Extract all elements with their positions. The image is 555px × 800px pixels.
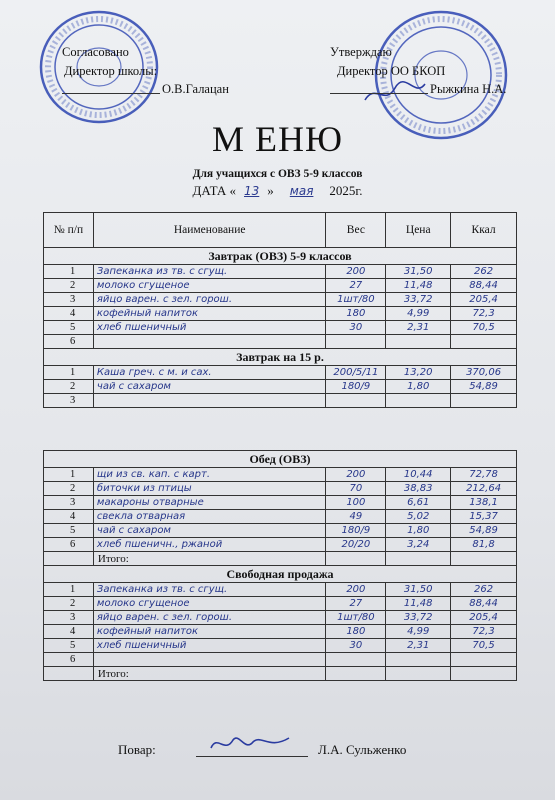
dish-weight: 180: [326, 307, 386, 321]
dish-name: Запеканка из тв. с сгущ.: [93, 583, 326, 597]
dish-price: 4,99: [386, 625, 451, 639]
dish-weight: 20/20: [326, 538, 386, 552]
dish-weight: 180/9: [326, 524, 386, 538]
dish-weight: 180/9: [326, 380, 386, 394]
dish-kcal: 212,64: [451, 482, 517, 496]
section-title-row: [44, 248, 517, 265]
cook-name: Л.А. Сульженко: [318, 742, 407, 757]
dish-price: 11,48: [386, 597, 451, 611]
dish-weight: 30: [326, 321, 386, 335]
col-header-name: Наименование: [93, 213, 326, 248]
approval-left-title: Согласовано: [62, 45, 129, 59]
dish-price: [386, 335, 451, 349]
total-cell: [451, 667, 517, 681]
table-row: [44, 639, 517, 653]
table-row: [44, 394, 517, 408]
section-title-row: [44, 349, 517, 366]
dish-name: [93, 335, 326, 349]
dish-price: 11,48: [386, 279, 451, 293]
dish-name: свекла отварная: [93, 510, 326, 524]
dish-name: хлеб пшеничный: [93, 321, 326, 335]
dish-kcal: 205,4: [451, 293, 517, 307]
dish-kcal: 70,5: [451, 639, 517, 653]
dish-name: [93, 394, 326, 408]
table-row: [44, 496, 517, 510]
dish-kcal: 262: [451, 265, 517, 279]
dish-price: 31,50: [386, 583, 451, 597]
total-cell: [326, 667, 386, 681]
dish-name: кофейный напиток: [93, 307, 326, 321]
row-number: 5: [44, 321, 94, 335]
dish-weight: [326, 653, 386, 667]
dish-name: кофейный напиток: [93, 625, 326, 639]
dish-name: щи из св. кап. с карт.: [93, 468, 326, 482]
row-number: 1: [44, 468, 94, 482]
row-number: 3: [44, 496, 94, 510]
table-row: [44, 482, 517, 496]
dish-price: 2,31: [386, 639, 451, 653]
dish-kcal: [451, 394, 517, 408]
row-number: 3: [44, 394, 94, 408]
dish-name: Запеканка из тв. с сгущ.: [93, 265, 326, 279]
table-row: [44, 653, 517, 667]
table-row: [44, 510, 517, 524]
row-number: 6: [44, 653, 94, 667]
dish-name: чай с сахаром: [93, 380, 326, 394]
row-number: 4: [44, 625, 94, 639]
row-number: 2: [44, 482, 94, 496]
approval-right-position: Директор ОО БКОП: [337, 64, 446, 78]
page-subtitle: Для учащихся с ОВЗ 5-9 классов: [192, 168, 363, 180]
dish-price: [386, 394, 451, 408]
dish-kcal: 54,89: [451, 380, 517, 394]
section-title: Свободная продажа: [44, 566, 517, 583]
dish-price: 31,50: [386, 265, 451, 279]
dish-weight: 200: [326, 265, 386, 279]
date-label: ДАТА «: [192, 183, 236, 198]
col-header-weight: Вес: [326, 213, 386, 248]
dish-name: хлеб пшеничный: [93, 639, 326, 653]
dish-name: яйцо варен. с зел. горош.: [93, 293, 326, 307]
section-title-row: [44, 566, 517, 583]
table-row: [44, 265, 517, 279]
table-row: [44, 538, 517, 552]
approval-left-name: О.В.Галацан: [162, 82, 229, 96]
dish-price: 5,02: [386, 510, 451, 524]
table-row: [44, 380, 517, 394]
row-number: 4: [44, 307, 94, 321]
dish-kcal: 205,4: [451, 611, 517, 625]
table-row: [44, 279, 517, 293]
dish-name: яйцо варен. с зел. горош.: [93, 611, 326, 625]
approval-right-title: Утверждаю: [330, 45, 392, 59]
dish-price: 1,80: [386, 524, 451, 538]
table-row: [44, 366, 517, 380]
row-number: 5: [44, 524, 94, 538]
dish-weight: 30: [326, 639, 386, 653]
dish-weight: 1шт/80: [326, 293, 386, 307]
col-header-number: № п/п: [44, 213, 94, 248]
dish-name: макароны отварные: [93, 496, 326, 510]
total-cell: [386, 552, 451, 566]
dish-weight: 100: [326, 496, 386, 510]
dish-price: 2,31: [386, 321, 451, 335]
dish-weight: 27: [326, 279, 386, 293]
dish-name: чай с сахаром: [93, 524, 326, 538]
section-title: Обед (ОВЗ): [44, 451, 517, 468]
date-month: мая: [289, 184, 314, 198]
dish-name: молоко сгущеное: [93, 279, 326, 293]
dish-price: [386, 653, 451, 667]
approval-left-position: Директор школы:: [64, 64, 158, 78]
row-number: 4: [44, 510, 94, 524]
table-row: [44, 307, 517, 321]
dish-name: хлеб пшеничн., ржаной: [93, 538, 326, 552]
table-header-row: [44, 213, 517, 248]
date-year: 2025г.: [329, 183, 363, 198]
dish-weight: 1шт/80: [326, 611, 386, 625]
dish-kcal: 81,8: [451, 538, 517, 552]
table-row: [44, 293, 517, 307]
row-number: 1: [44, 583, 94, 597]
dish-weight: 180: [326, 625, 386, 639]
table-row: [44, 524, 517, 538]
menu-date: [0, 183, 555, 199]
dish-weight: 27: [326, 597, 386, 611]
cook-signature: [205, 730, 295, 758]
col-header-price: Цена: [386, 213, 451, 248]
dish-price: 33,72: [386, 293, 451, 307]
dish-kcal: 72,78: [451, 468, 517, 482]
dish-kcal: 88,44: [451, 279, 517, 293]
dish-weight: 70: [326, 482, 386, 496]
table-row: [44, 321, 517, 335]
approval-right-name: Рыжкина Н.А.: [430, 82, 507, 96]
col-header-kcal: Ккал: [451, 213, 517, 248]
row-number: 2: [44, 380, 94, 394]
table-row: [44, 335, 517, 349]
dish-price: 33,72: [386, 611, 451, 625]
dish-kcal: 70,5: [451, 321, 517, 335]
dish-kcal: 370,06: [451, 366, 517, 380]
dish-price: 6,61: [386, 496, 451, 510]
dish-kcal: 72,3: [451, 307, 517, 321]
dish-price: 10,44: [386, 468, 451, 482]
total-cell: [451, 552, 517, 566]
total-label: Итого:: [93, 552, 326, 566]
signature-line-right: [330, 93, 428, 94]
row-number: 3: [44, 611, 94, 625]
dish-weight: [326, 394, 386, 408]
dish-kcal: 15,37: [451, 510, 517, 524]
dish-kcal: [451, 335, 517, 349]
total-cell: [326, 552, 386, 566]
table-row: [44, 583, 517, 597]
menu-table-breakfast-ovz: [43, 212, 517, 408]
dish-kcal: [451, 653, 517, 667]
row-number: 3: [44, 293, 94, 307]
dish-price: 13,20: [386, 366, 451, 380]
total-empty: [44, 667, 94, 681]
date-day: 13: [244, 184, 260, 198]
table-row: [44, 611, 517, 625]
row-number: 1: [44, 265, 94, 279]
signature-line-left: [62, 93, 160, 94]
total-label: Итого:: [93, 667, 326, 681]
row-number: 2: [44, 597, 94, 611]
row-number: 2: [44, 279, 94, 293]
row-number: 6: [44, 538, 94, 552]
dish-kcal: 138,1: [451, 496, 517, 510]
dish-price: 3,24: [386, 538, 451, 552]
page-title: М ЕНЮ: [212, 119, 343, 159]
dish-price: 4,99: [386, 307, 451, 321]
dish-weight: 200/5/11: [326, 366, 386, 380]
section-title-row: [44, 451, 517, 468]
row-number: 1: [44, 366, 94, 380]
dish-name: Каша греч. с м. и сах.: [93, 366, 326, 380]
dish-price: 1,80: [386, 380, 451, 394]
section-title: Завтрак (ОВЗ) 5-9 классов: [44, 248, 517, 265]
total-empty: [44, 552, 94, 566]
table-row: [44, 468, 517, 482]
menu-table-lunch-ovz: [43, 450, 517, 681]
cook-label: Повар:: [118, 742, 156, 757]
dish-kcal: 72,3: [451, 625, 517, 639]
total-cell: [386, 667, 451, 681]
dish-name: [93, 653, 326, 667]
dish-kcal: 54,89: [451, 524, 517, 538]
dish-kcal: 262: [451, 583, 517, 597]
dish-weight: 200: [326, 468, 386, 482]
total-row: [44, 667, 517, 681]
row-number: 5: [44, 639, 94, 653]
table-row: [44, 597, 517, 611]
date-mid: »: [267, 183, 274, 198]
dish-name: молоко сгущеное: [93, 597, 326, 611]
dish-name: биточки из птицы: [93, 482, 326, 496]
dish-kcal: 88,44: [451, 597, 517, 611]
dish-weight: 49: [326, 510, 386, 524]
table-row: [44, 625, 517, 639]
total-row: [44, 552, 517, 566]
dish-price: 38,83: [386, 482, 451, 496]
dish-weight: 200: [326, 583, 386, 597]
row-number: 6: [44, 335, 94, 349]
dish-weight: [326, 335, 386, 349]
section-title: Завтрак на 15 р.: [44, 349, 517, 366]
